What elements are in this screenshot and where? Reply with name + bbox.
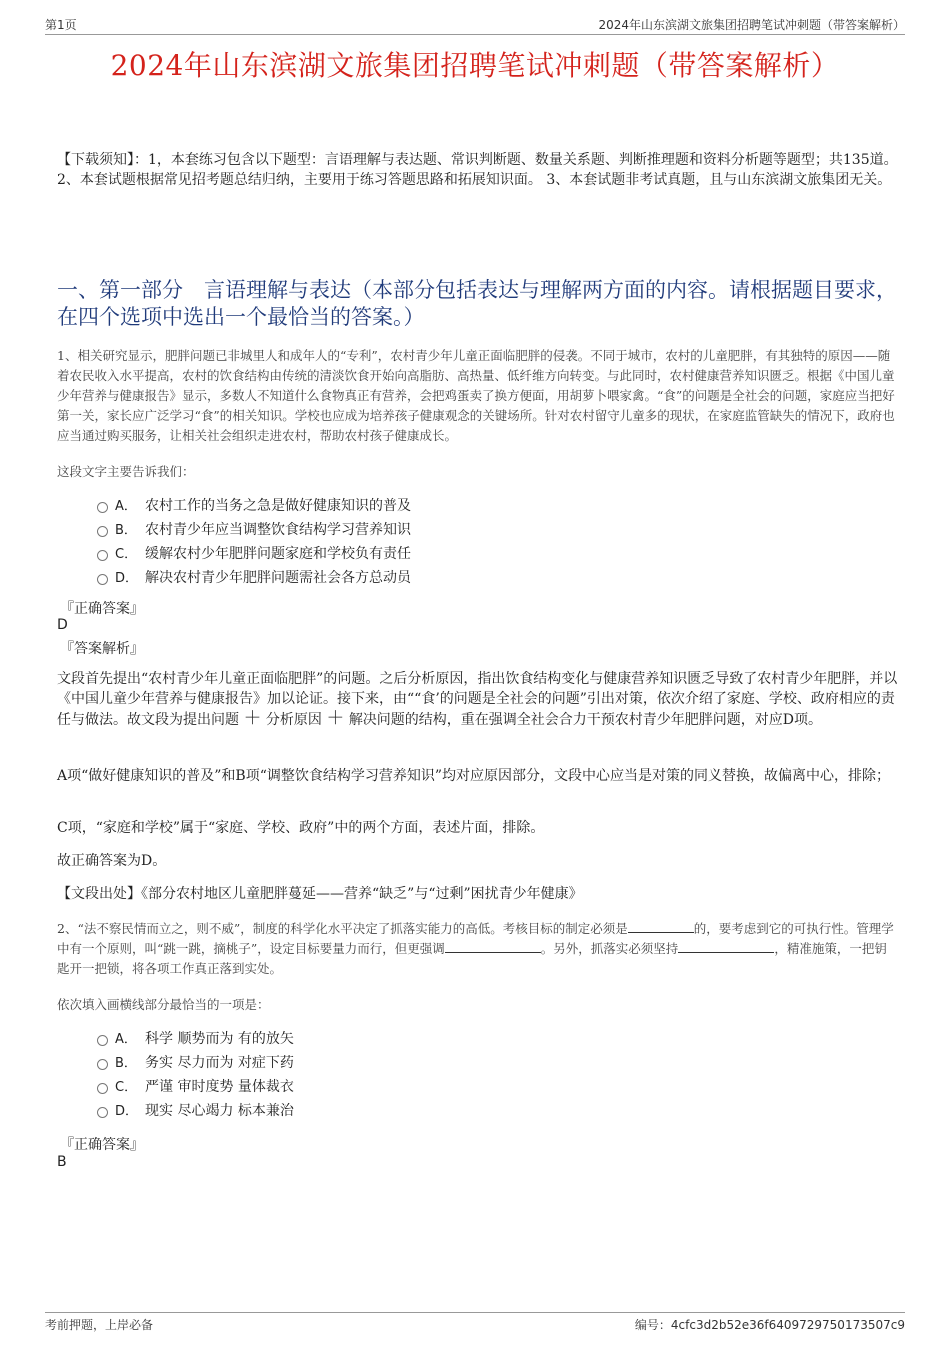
blank-2[interactable] (445, 940, 541, 953)
answer-value: B (57, 1154, 67, 1170)
radio-icon[interactable] (97, 1059, 108, 1070)
page-footer (45, 1312, 905, 1333)
radio-icon[interactable] (97, 550, 108, 561)
option-a[interactable]: A． 农村工作的当务之急是做好健康知识的普及 (97, 494, 411, 518)
answer-label: 『正确答案』 (60, 1137, 144, 1153)
option-b[interactable]: B． 务实 尽力而为 对症下药 (97, 1051, 294, 1075)
analysis-paragraph-1: 文段首先提出“农村青少年儿童正面临肥胖”的问题。之后分析原因，指出饮食结构变化与健康营养知识匮乏导致了农村青少年肥胖，并以《中国儿童少年营养与健康报告》加以论证。接下来，由““食’的问题是全社会的问题”引出对策，依次介绍了家庭、学校、政府相应的责任与做法。故文段为提出问题 ＋ 分析原因 ＋ 解决问题的结构，重在强调全社会合力干预农村青少年肥胖问题，对应D项。 (57, 671, 898, 729)
question-1-prompt: 这段文字主要告诉我们： (57, 464, 195, 479)
document-title: 2024年山东滨湖文旅集团招聘笔试冲刺题（带答案解析） (110, 49, 840, 82)
page-header (45, 14, 905, 35)
question-2-options (97, 1027, 294, 1123)
blank-3[interactable] (678, 940, 774, 953)
download-notice: 【下载须知】：1，本套练习包含以下题型：言语理解与表达题、常识判断题、数量关系题、判断推理题和资料分析题等题型；共135道。 2、本套试题根据常见招考题总结归纳，主要用于练习答题思路和拓展知识面。 3、本套试题非考试真题，且与山东滨湖文旅集团无关。 (57, 152, 898, 188)
option-d[interactable]: D． 解决农村青少年肥胖问题需社会各方总动员 (97, 566, 411, 590)
section-heading: 一、第一部分 言语理解与表达（本部分包括表达与理解两方面的内容。请根据题目要求，在四个选项中选出一个最恰当的答案。） (57, 278, 897, 329)
radio-icon[interactable] (97, 1035, 108, 1046)
question-1-text: 1、相关研究显示，肥胖问题已非城里人和成年人的“专利”，农村青少年儿童正面临肥胖的侵袭。不同于城市，农村的儿童肥胖，有其独特的原因——随着农民收入水平提高，农村的饮食结构由传统的清淡饮食开始向高脂肪、高热量、低纤维方向转变。与此同时，农村健康营养知识匮乏。根据《中国儿童少年营养与健康报告》显示，多数人不知道什么食物真正有营养，会把鸡蛋卖了换方便面，用胡萝卜喂家禽。“食”的问题是全社会的问题，家庭应当把好第一关，家长应广泛学习“食”的相关知识。学校也应成为培养孩子健康观念的关键场所。针对农村留守儿童多的现状，在家庭监管缺失的情况下，政府也应当通过购买服务，让相关社会组织走进农村，帮助农村孩子健康成长。 (57, 348, 895, 443)
answer-label: 『正确答案』 (60, 601, 144, 617)
option-a[interactable]: A． 科学 顺势而为 有的放矢 (97, 1027, 294, 1051)
question-2-text: 2、“法不察民情而立之，则不威”，制度的科学化水平决定了抓落实能力的高低。考核目标的制定必须是 的，要考虑到它的可执行性。管理学中有一个原则，叫“跳一跳，摘桃子”，设定目标要量力而行，但更强调 。另外，抓落实必须坚持 ，精准施策，一把钥匙开一把锁，将各项工作真正落到实处。 (57, 921, 894, 976)
analysis-paragraph-4: 故正确答案为D。 (57, 853, 167, 869)
radio-icon[interactable] (97, 1107, 108, 1118)
source-citation: 【文段出处】《部分农村地区儿童肥胖蔓延——营养“缺乏”与“过剩”困扰青少年健康》 (57, 886, 583, 902)
option-b[interactable]: B． 农村青少年应当调整饮食结构学习营养知识 (97, 518, 411, 542)
blank-1[interactable] (628, 920, 694, 933)
question-2-prompt: 依次填入画横线部分最恰当的一项是： (57, 997, 270, 1012)
question-1-options (97, 494, 411, 590)
footer-code: 编号：4cfc3d2b52e36f6409729750173507c9 (634, 1318, 905, 1332)
radio-icon[interactable] (97, 1083, 108, 1094)
analysis-paragraph-2: A项“做好健康知识的普及”和B项“调整饮食结构学习营养知识”均对应原因部分，文段中心应当是对策的同义替换，故偏离中心，排除； (57, 768, 891, 784)
analysis-label: 『答案解析』 (60, 641, 144, 657)
answer-value: D (57, 617, 68, 633)
radio-icon[interactable] (97, 502, 108, 513)
footer-slogan: 考前押题，上岸必备 (45, 1318, 154, 1332)
option-c[interactable]: C． 严谨 审时度势 量体裁衣 (97, 1075, 294, 1099)
analysis-paragraph-3: C项，“家庭和学校”属于“家庭、学校、政府”中的两个方面，表述片面，排除。 (57, 820, 545, 836)
page-number: 第1页 (45, 18, 77, 32)
header-doc-title: 2024年山东滨湖文旅集团招聘笔试冲刺题（带答案解析） (598, 18, 905, 32)
radio-icon[interactable] (97, 574, 108, 585)
radio-icon[interactable] (97, 526, 108, 537)
option-d[interactable]: D． 现实 尽心竭力 标本兼治 (97, 1099, 294, 1123)
option-c[interactable]: C． 缓解农村少年肥胖问题家庭和学校负有责任 (97, 542, 411, 566)
